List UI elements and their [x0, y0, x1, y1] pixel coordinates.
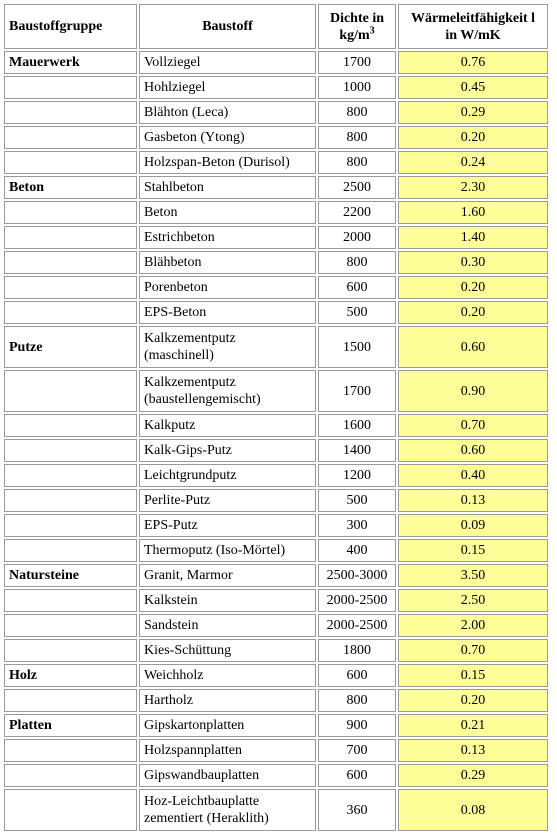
- cell-density: 800: [318, 689, 396, 712]
- cell-material: Blähton (Leca): [139, 101, 316, 124]
- table-row: [4, 276, 548, 299]
- cell-group: [4, 764, 137, 787]
- header-density-line1: Dichte in: [329, 10, 385, 26]
- cell-density: 1400: [318, 439, 396, 462]
- cell-group: [4, 789, 137, 831]
- cell-density: 1800: [318, 639, 396, 662]
- cell-density: 360: [318, 789, 396, 831]
- cell-material: Kalk-Gips-Putz: [139, 439, 316, 462]
- cell-conductivity: 0.29: [398, 764, 548, 787]
- cell-material: Blähbeton: [139, 251, 316, 274]
- cell-density: 1700: [318, 51, 396, 74]
- cell-group: [4, 226, 137, 249]
- header-conductivity: [398, 4, 548, 49]
- cell-conductivity: 0.08: [398, 789, 548, 831]
- table-row: [4, 514, 548, 537]
- cell-group: [4, 489, 137, 512]
- cell-material-line1: Kalkzementputz: [144, 331, 236, 346]
- cell-material: EPS-Putz: [139, 514, 316, 537]
- table-row: [4, 564, 548, 587]
- material-table-container: [2, 2, 550, 833]
- cell-material: Kalkputz: [139, 414, 316, 437]
- cell-density: 2500-3000: [318, 564, 396, 587]
- cell-material: Kies-Schüttung: [139, 639, 316, 662]
- cell-material: Gipswandbauplatten: [139, 764, 316, 787]
- cell-group: [4, 201, 137, 224]
- cell-group: [4, 464, 137, 487]
- cell-material: [139, 326, 316, 368]
- cell-material: Leichtgrundputz: [139, 464, 316, 487]
- cell-conductivity: 0.20: [398, 276, 548, 299]
- cell-group: Beton: [4, 176, 137, 199]
- cell-material: Hartholz: [139, 689, 316, 712]
- header-row: [4, 4, 548, 49]
- cell-density: 500: [318, 301, 396, 324]
- cell-material: Holzspan-Beton (Durisol): [139, 151, 316, 174]
- cell-density: 400: [318, 539, 396, 562]
- cell-material-line2: zementiert (Heraklith): [144, 811, 269, 826]
- cell-material: Estrichbeton: [139, 226, 316, 249]
- cell-conductivity: 0.20: [398, 126, 548, 149]
- cell-group: [4, 514, 137, 537]
- cell-group: [4, 301, 137, 324]
- cell-conductivity: 0.45: [398, 76, 548, 99]
- table-row: [4, 201, 548, 224]
- cell-density: 1500: [318, 326, 396, 368]
- cell-group: [4, 439, 137, 462]
- cell-material: Gasbeton (Ytong): [139, 126, 316, 149]
- cell-material: Hohlziegel: [139, 76, 316, 99]
- cell-group: [4, 370, 137, 412]
- cell-conductivity: 0.20: [398, 301, 548, 324]
- cell-group: [4, 251, 137, 274]
- table-row: [4, 764, 548, 787]
- cell-density: 1600: [318, 414, 396, 437]
- cell-density: 800: [318, 251, 396, 274]
- header-density-unit: kg/m: [339, 27, 370, 43]
- cell-material: Perlite-Putz: [139, 489, 316, 512]
- table-row: [4, 251, 548, 274]
- cell-density: 600: [318, 664, 396, 687]
- cell-conductivity: 1.40: [398, 226, 548, 249]
- header-group: Baustoffgruppe: [4, 4, 137, 49]
- table-row: [4, 539, 548, 562]
- cell-group: Platten: [4, 714, 137, 737]
- table-row: [4, 614, 548, 637]
- cell-material: Thermoputz (Iso-Mörtel): [139, 539, 316, 562]
- cell-density: 2000: [318, 226, 396, 249]
- cell-density: 800: [318, 151, 396, 174]
- cell-group: [4, 589, 137, 612]
- table-row: [4, 151, 548, 174]
- cell-group: [4, 76, 137, 99]
- cell-material: Weichholz: [139, 664, 316, 687]
- cell-group: [4, 739, 137, 762]
- cell-density: 2000-2500: [318, 589, 396, 612]
- cell-conductivity: 0.15: [398, 664, 548, 687]
- cell-material: Granit, Marmor: [139, 564, 316, 587]
- cell-conductivity: 0.60: [398, 439, 548, 462]
- thermal-conductivity-table: [2, 2, 550, 833]
- header-density-sup: 3: [369, 24, 375, 36]
- table-row: [4, 589, 548, 612]
- cell-conductivity: 0.15: [398, 539, 548, 562]
- cell-conductivity: 2.30: [398, 176, 548, 199]
- cell-material: Stahlbeton: [139, 176, 316, 199]
- cell-group: Natursteine: [4, 564, 137, 587]
- cell-conductivity: 0.20: [398, 689, 548, 712]
- cell-density: 2000-2500: [318, 614, 396, 637]
- cell-material: Beton: [139, 201, 316, 224]
- table-row: [4, 51, 548, 74]
- cell-group: [4, 126, 137, 149]
- table-row: [4, 326, 548, 368]
- cell-conductivity: 0.40: [398, 464, 548, 487]
- cell-group: [4, 151, 137, 174]
- cell-group: Mauerwerk: [4, 51, 137, 74]
- cell-group: Putze: [4, 326, 137, 368]
- table-row: [4, 301, 548, 324]
- cell-density: 1700: [318, 370, 396, 412]
- table-row: [4, 689, 548, 712]
- table-row: [4, 76, 548, 99]
- cell-conductivity: 0.60: [398, 326, 548, 368]
- cell-conductivity: 0.90: [398, 370, 548, 412]
- table-row: [4, 126, 548, 149]
- table-row: [4, 639, 548, 662]
- cell-density: 600: [318, 276, 396, 299]
- cell-material-line1: Kalkzementputz: [144, 375, 236, 390]
- cell-conductivity: 0.30: [398, 251, 548, 274]
- cell-conductivity: 0.21: [398, 714, 548, 737]
- cell-group: [4, 639, 137, 662]
- cell-group: [4, 539, 137, 562]
- header-conductivity-line1: Wärmeleitfähigkeit l: [410, 10, 536, 26]
- cell-conductivity: 0.09: [398, 514, 548, 537]
- cell-density: 800: [318, 126, 396, 149]
- table-row: [4, 101, 548, 124]
- header-conductivity-line2: in W/mK: [445, 27, 501, 43]
- table-body: [4, 51, 548, 831]
- header-material: Baustoff: [139, 4, 316, 49]
- table-row: [4, 226, 548, 249]
- cell-group: Holz: [4, 664, 137, 687]
- table-row: [4, 176, 548, 199]
- cell-material: Vollziegel: [139, 51, 316, 74]
- cell-material: Gipskartonplatten: [139, 714, 316, 737]
- table-row: [4, 664, 548, 687]
- cell-conductivity: 0.70: [398, 639, 548, 662]
- cell-conductivity: 3.50: [398, 564, 548, 587]
- table-row: [4, 370, 548, 412]
- cell-material: EPS-Beton: [139, 301, 316, 324]
- table-row: [4, 714, 548, 737]
- table-row: [4, 739, 548, 762]
- cell-material: [139, 789, 316, 831]
- cell-group: [4, 689, 137, 712]
- table-row: [4, 789, 548, 831]
- header-density: [318, 4, 396, 49]
- cell-material: Kalkstein: [139, 589, 316, 612]
- cell-conductivity: 1.60: [398, 201, 548, 224]
- cell-density: 500: [318, 489, 396, 512]
- cell-conductivity: 0.13: [398, 739, 548, 762]
- cell-density: 700: [318, 739, 396, 762]
- cell-conductivity: 2.00: [398, 614, 548, 637]
- cell-density: 800: [318, 101, 396, 124]
- cell-conductivity: 0.29: [398, 101, 548, 124]
- cell-density: 600: [318, 764, 396, 787]
- table-row: [4, 439, 548, 462]
- cell-group: [4, 414, 137, 437]
- cell-density: 1200: [318, 464, 396, 487]
- cell-density: 300: [318, 514, 396, 537]
- cell-conductivity: 2.50: [398, 589, 548, 612]
- cell-density: 2500: [318, 176, 396, 199]
- cell-conductivity: 0.76: [398, 51, 548, 74]
- cell-material: Holzspannplatten: [139, 739, 316, 762]
- cell-conductivity: 0.70: [398, 414, 548, 437]
- cell-density: 900: [318, 714, 396, 737]
- cell-material: Porenbeton: [139, 276, 316, 299]
- cell-material: [139, 370, 316, 412]
- cell-group: [4, 101, 137, 124]
- cell-material-line2: (baustellengemischt): [144, 392, 261, 407]
- cell-conductivity: 0.24: [398, 151, 548, 174]
- cell-density: 2200: [318, 201, 396, 224]
- cell-conductivity: 0.13: [398, 489, 548, 512]
- table-row: [4, 414, 548, 437]
- cell-group: [4, 614, 137, 637]
- cell-material: Sandstein: [139, 614, 316, 637]
- cell-material-line2: (maschinell): [144, 348, 214, 363]
- table-row: [4, 489, 548, 512]
- cell-material-line1: Hoz-Leichtbauplatte: [144, 794, 260, 809]
- cell-group: [4, 276, 137, 299]
- table-row: [4, 464, 548, 487]
- cell-density: 1000: [318, 76, 396, 99]
